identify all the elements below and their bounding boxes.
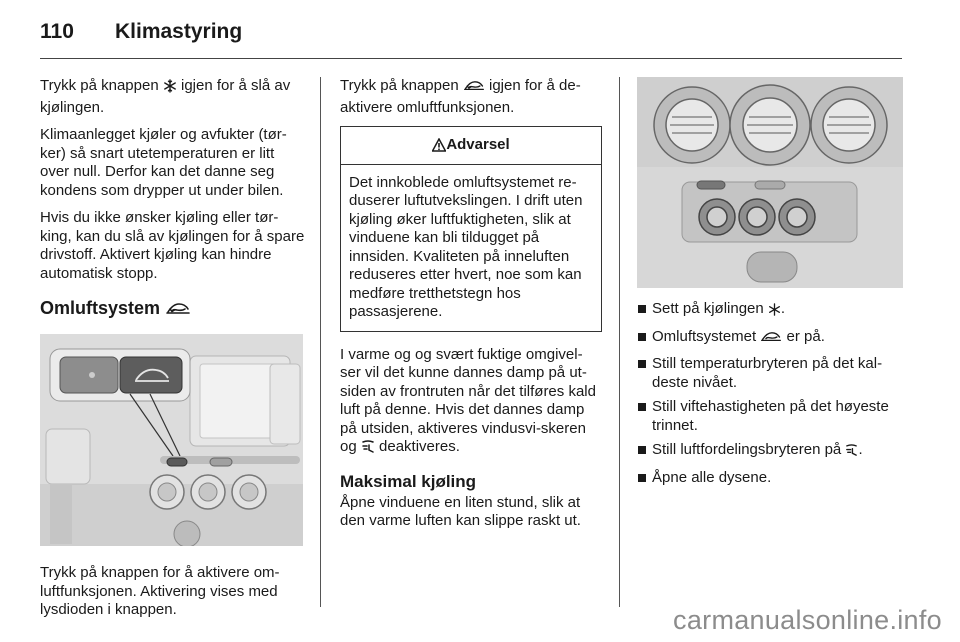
- list-item: Still viftehastigheten på det høyeste trinnet.: [637, 398, 903, 435]
- list-item: Åpne alle dysene.: [637, 469, 903, 488]
- paragraph-fog-outside: I varme og og svært fuktige omgivel-ser vil det kunne dannes damp på ut-siden av frontruten når det tilføres kald luft på denne. Hvis det dannes damp på utsiden, aktiveres vindusvi-skeren og deaktiveres.: [340, 346, 602, 460]
- column-divider-1: [320, 77, 321, 607]
- warning-text: Det innkoblede omluftsystemet re-duserer luftutvekslingen. I drift uten kjøling øker luftfuktigheten, slik at vinduene kan bli tildugget på innsiden. Kvaliteten på inneluften reduseres etter hvert, noe som kan medføre tretthetstegn hos passasjerene.: [349, 173, 583, 320]
- snowflake-icon: [163, 79, 177, 99]
- climate-control-panel-illustration: [637, 77, 903, 288]
- snowflake-icon: [768, 303, 781, 322]
- recirculation-button-illustration: [40, 334, 303, 546]
- air-recirculation-icon: [165, 300, 191, 322]
- paragraph-recirculation-off: Trykk på knappen igjen for å de-aktivere omluftfunksjonen.: [340, 77, 581, 116]
- section-heading-recirculation: Omluftsystem: [40, 297, 305, 322]
- list-item: Still temperaturbryteren på det kal-deste nivået.: [637, 355, 903, 392]
- column-3: [637, 77, 903, 493]
- air-recirculation-icon: [463, 79, 485, 99]
- list-item: Omluftsystemet er på.: [637, 328, 903, 350]
- page-header: [40, 20, 242, 50]
- paragraph-open-windows: Åpne vinduene en liten stund, slik at den varme luften kan slippe raskt ut.: [340, 493, 581, 529]
- paragraph-dehumidify: Klimaanlegget kjøler og avfukter (tør-ker) så snart utetemperaturen er litt over null. Derfor kan det danne seg kondens som drypper ut under bilen.: [40, 126, 287, 199]
- list-item: Sett på kjølingen .: [637, 300, 903, 322]
- column-2: [340, 77, 602, 540]
- warning-title: Advarsel: [341, 127, 601, 165]
- windscreen-feet-airflow-icon: [845, 444, 858, 463]
- instruction-list: [637, 300, 903, 487]
- header-rule: [40, 58, 902, 59]
- air-recirculation-icon: [760, 330, 782, 350]
- windscreen-feet-airflow-icon: [361, 440, 375, 460]
- caption-recirculation: Trykk på knappen for å aktivere om-luftfunksjonen. Aktivering vises med lysdioden i knappen.: [40, 564, 280, 618]
- column-1: [40, 77, 305, 629]
- warning-box: [340, 126, 602, 332]
- paragraph-cooling-off: Trykk på knappen igjen for å slå av kjølingen.: [40, 77, 291, 116]
- page-title: Klimastyring: [115, 20, 243, 43]
- list-item: Still luftfordelingsbryteren på .: [637, 441, 903, 463]
- column-divider-2: [619, 77, 620, 607]
- page-number: 110: [40, 20, 74, 43]
- paragraph-save-fuel: Hvis du ikke ønsker kjøling eller tør-king, kan du slå av kjølingen for å spare drivstoff. Aktivert kjøling kan hindre automatisk stopp.: [40, 209, 305, 282]
- section-heading-max-cooling: Maksimal kjøling: [340, 471, 477, 491]
- watermark: carmanualsonline.info: [673, 605, 942, 635]
- warning-triangle-icon: [432, 138, 446, 158]
